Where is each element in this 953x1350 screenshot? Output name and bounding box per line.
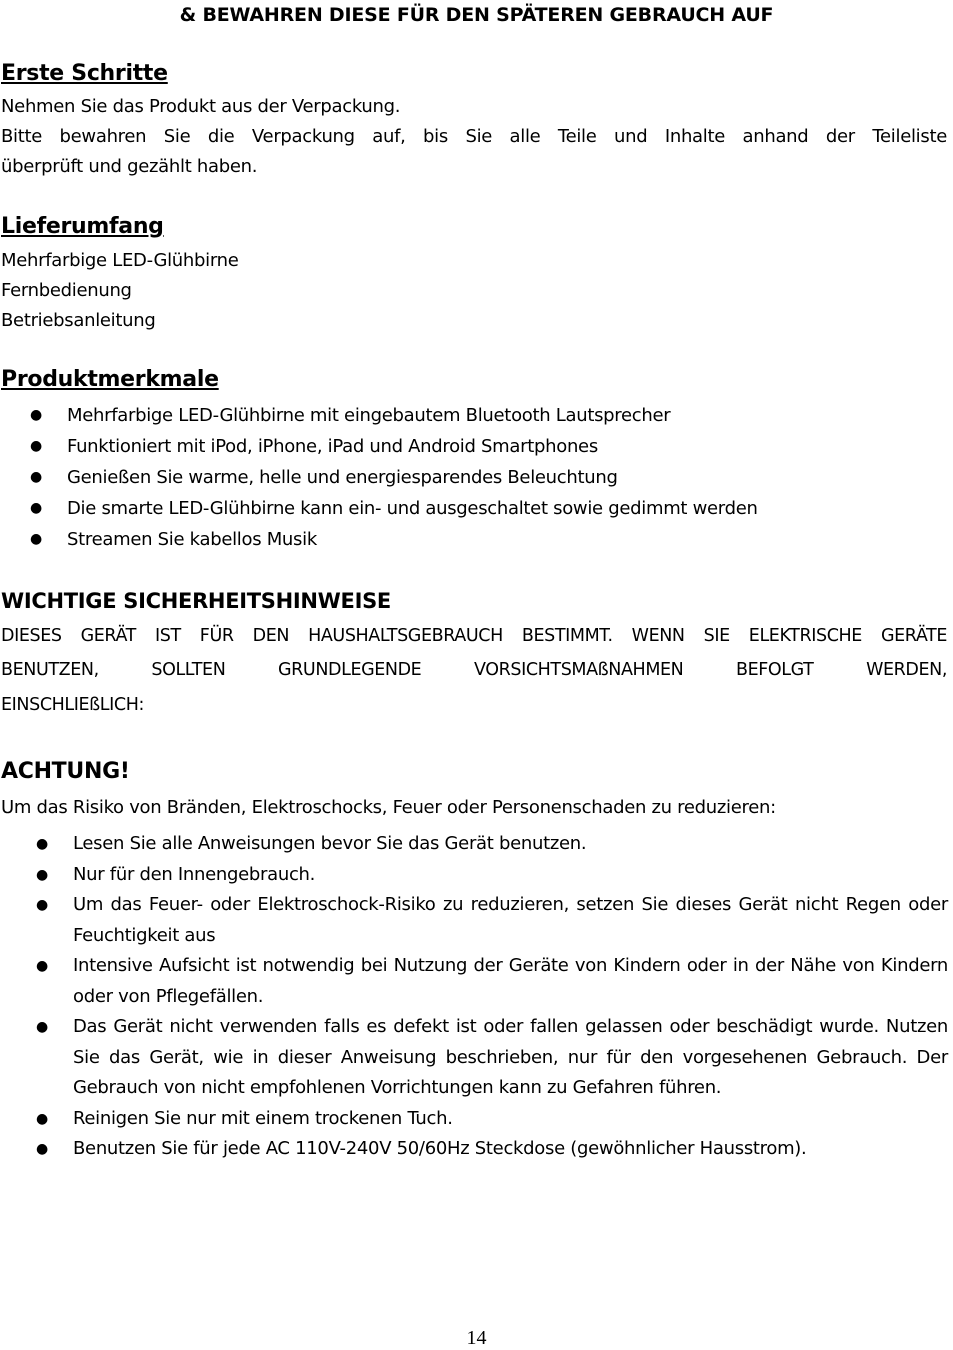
lieferumfang-item: Mehrfarbige LED-Glühbirne bbox=[1, 250, 239, 271]
produktmerkmale-list bbox=[0, 400, 758, 555]
bullet-icon: ● bbox=[36, 958, 48, 974]
bullet-icon: ● bbox=[30, 407, 42, 423]
page-number: 14 bbox=[466, 1327, 487, 1349]
list-item: ● Um das Feuer- oder Elektroschock-Risiko zu reduzieren, setzen Sie dieses Gerät nicht Regen oder Feuchtigkeit aus bbox=[0, 890, 948, 951]
lieferumfang-item: Fernbedienung bbox=[1, 280, 132, 301]
list-item: ● Funktioniert mit iPod, iPhone, iPad und Android Smartphones bbox=[0, 431, 758, 462]
sicherheit-title: WICHTIGE SICHERHEITSHINWEISE bbox=[1, 589, 391, 613]
list-item: ● Intensive Aufsicht ist notwendig bei Nutzung der Geräte von Kindern oder in der Nähe von Kindern oder von Pflegefällen. bbox=[0, 951, 948, 1012]
bullet-icon: ● bbox=[36, 866, 48, 883]
achtung-title: ACHTUNG! bbox=[1, 759, 130, 784]
bullet-icon: ● bbox=[36, 1019, 48, 1035]
bullet-icon: ● bbox=[30, 500, 42, 516]
bullet-icon: ● bbox=[36, 1141, 48, 1157]
achtung-intro: Um das Risiko von Bränden, Elektroschocks, Feuer oder Personenschaden zu reduzieren: bbox=[1, 797, 776, 818]
bullet-icon: ● bbox=[30, 469, 42, 485]
bullet-icon: ● bbox=[36, 836, 48, 852]
lieferumfang-title: Lieferumfang bbox=[1, 214, 164, 239]
list-item: ● Nur für den Innengebrauch. bbox=[0, 860, 948, 891]
erste-schritte-line-1: Nehmen Sie das Produkt aus der Verpackung. bbox=[1, 96, 401, 117]
erste-schritte-line-2: Bitte bewahren Sie die Verpackung auf, bis Sie alle Teile und Inhalte anhand der Teileliste bbox=[1, 126, 947, 147]
bullet-icon: ● bbox=[30, 438, 42, 454]
list-item: ● Genießen Sie warme, helle und energiesparendes Beleuchtung bbox=[0, 462, 758, 493]
list-item: ● Benutzen Sie für jede AC 110V-240V 50/60Hz Steckdose (gewöhnlicher Hausstrom). bbox=[0, 1134, 948, 1165]
page-heading: & BEWAHREN DIESE FÜR DEN SPÄTEREN GEBRAUCH AUF bbox=[179, 4, 774, 26]
produktmerkmale-title: Produktmerkmale bbox=[1, 367, 219, 392]
erste-schritte-title: Erste Schritte bbox=[1, 61, 168, 86]
sicherheit-line-2: BENUTZEN, SOLLTEN GRUNDLEGENDE VORSICHTSMAßNAHMEN BEFOLGT WERDEN, bbox=[1, 660, 947, 680]
bullet-icon: ● bbox=[36, 897, 48, 913]
bullet-icon: ● bbox=[30, 531, 42, 547]
list-item: ● Reinigen Sie nur mit einem trockenen Tuch. bbox=[0, 1104, 948, 1135]
lieferumfang-item: Betriebsanleitung bbox=[1, 310, 156, 331]
list-item: ● Streamen Sie kabellos Musik bbox=[0, 524, 758, 555]
list-item: ● Die smarte LED-Glühbirne kann ein- und ausgeschaltet sowie gedimmt werden bbox=[0, 493, 758, 524]
list-item: ● Mehrfarbige LED-Glühbirne mit eingebautem Bluetooth Lautsprecher bbox=[0, 400, 758, 431]
list-item: ● Das Gerät nicht verwenden falls es defekt ist oder fallen gelassen oder beschädigt wurde. Nutzen Sie das Gerät, wie in dieser Anweisung beschrieben, nur für den vorgesehenen Gebrauch. Der Gebrauch von nicht empfohlenen Vorrichtungen kann zu Gefahren führen. bbox=[0, 1012, 948, 1104]
erste-schritte-line-3: überprüft und gezählt haben. bbox=[1, 156, 258, 177]
achtung-list bbox=[0, 829, 948, 1165]
sicherheit-line-3: EINSCHLIEßLICH: bbox=[1, 695, 144, 715]
list-item: ● Lesen Sie alle Anweisungen bevor Sie das Gerät benutzen. bbox=[0, 829, 948, 860]
bullet-icon: ● bbox=[36, 1110, 48, 1127]
sicherheit-line-1: DIESES GERÄT IST FÜR DEN HAUSHALTSGEBRAUCH BESTIMMT. WENN SIE ELEKTRISCHE GERÄTE bbox=[1, 626, 947, 646]
